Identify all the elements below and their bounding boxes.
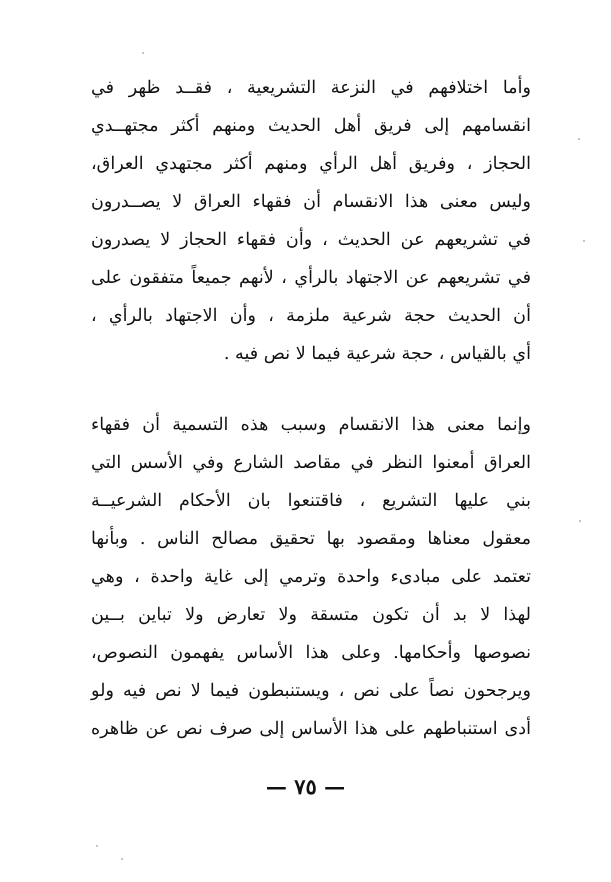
scan-speck — [578, 138, 580, 140]
scan-speck — [142, 52, 144, 54]
text-line: في تشريعهم عن الاجتهاد بالرأي ، لأنهم جميعاً متفقون على — [91, 268, 531, 288]
scan-speck — [579, 520, 581, 522]
text-line: أدى استنباطهم على هذا الأساس إلى صرف نص عن ظاهره — [91, 719, 531, 739]
text-line: وليس معنى هذا الانقسام أن فقهاء العراق لا يصــدرون — [91, 192, 531, 212]
text-line: أي بالقياس ، حجة شرعية فيما لا نص فيه . — [223, 344, 531, 364]
scan-speck — [583, 240, 585, 242]
text-line: انقسامهم إلى فريق أهل الحديث ومنهم أكثر مجتهــدي — [91, 116, 531, 136]
text-line: أن الحديث حجة شرعية ملزمة ، وأن الاجتهاد بالرأي ، — [91, 306, 531, 326]
text-line: بني عليها التشريع ، فاقتنعوا بان الأحكام الشرعيــة — [91, 491, 531, 511]
text-line: العراق أمعنوا النظر في مقاصد الشارع وفي الأسس التي — [91, 453, 531, 473]
text-line: في تشريعهم عن الحديث ، وأن فقهاء الحجاز لا يصدرون — [91, 230, 531, 250]
text-line: لهذا لا بد أن تكون متسقة ولا تعارض ولا تباين بــين — [91, 605, 531, 625]
text-line: معقول معناها ومقصود بها تحقيق مصالح الناس . وبأنها — [91, 529, 531, 549]
text-line: وإنما معنى هذا الانقسام وسبب هذه التسمية أن فقهاء — [91, 415, 531, 435]
scan-speck — [121, 858, 123, 860]
text-line: تعتمد على مبادىء واحدة وترمي إلى غاية واحدة ، وهي — [91, 567, 531, 587]
text-line: وأما اختلافهم في النزعة التشريعية ، فقــد ظهر في — [91, 78, 531, 98]
text-line: الحجاز ، وفريق أهل الرأي ومنهم أكثر مجتهدي العراق، — [91, 154, 531, 174]
page-number: — ٧٥ — — [265, 774, 346, 799]
text-line: ويرجحون نصاً على نص ، ويستنبطون فيما لا نص فيه ولو — [91, 681, 531, 701]
text-line: نصوصها وأحكامها. وعلى هذا الأساس يفهمون النصوص، — [91, 643, 531, 663]
scan-speck — [96, 845, 98, 847]
